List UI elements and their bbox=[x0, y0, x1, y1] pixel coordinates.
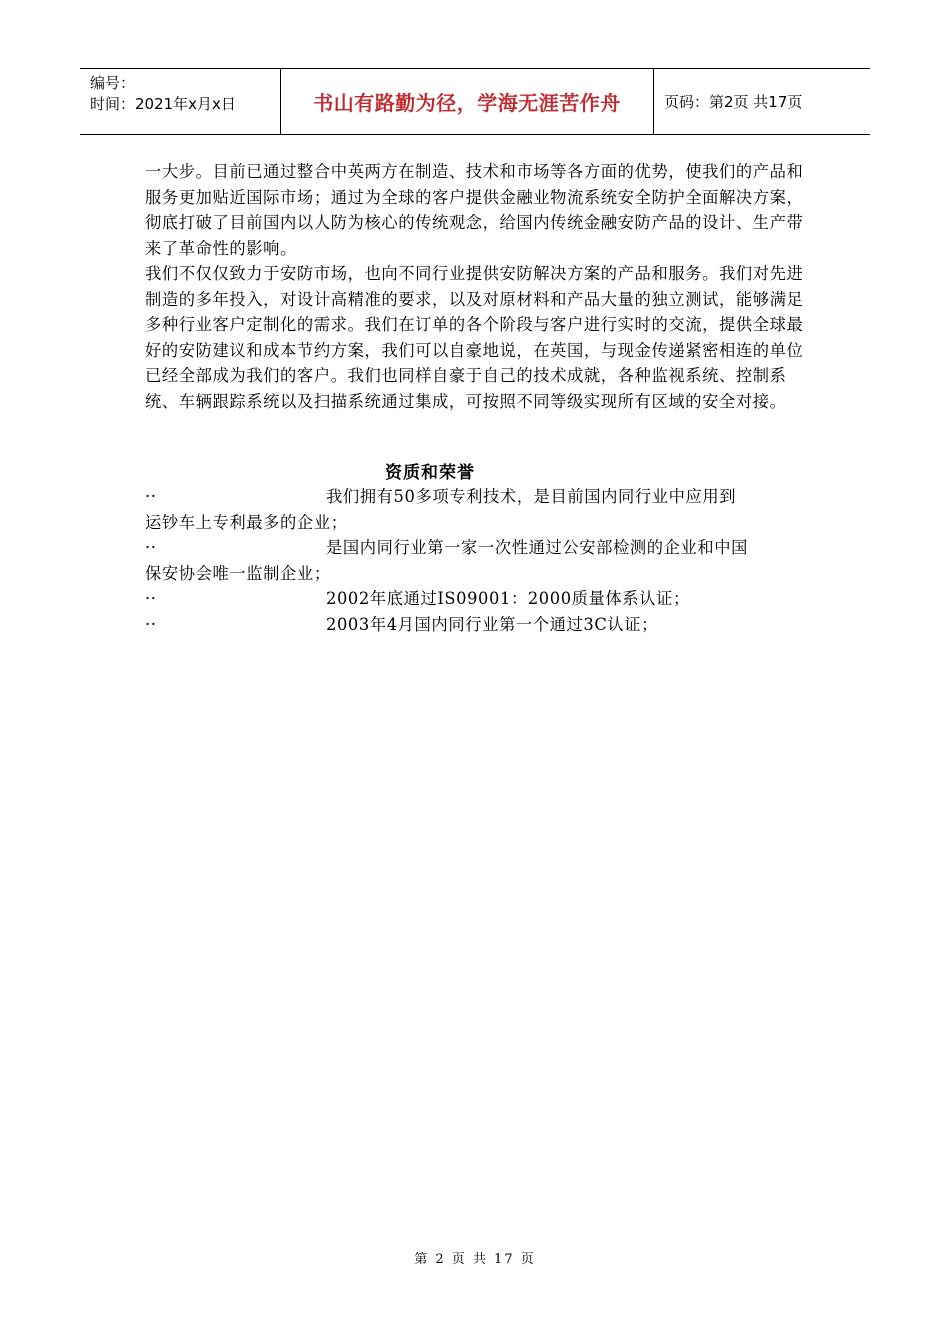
header-meta bbox=[80, 69, 281, 134]
page-footer: 第 2 页 共 17 页 bbox=[414, 1252, 536, 1267]
honor-text-continued: 保安协会唯一监制企业； bbox=[145, 563, 331, 583]
honor-item bbox=[145, 612, 805, 638]
paragraph-1: 一大步。目前已通过整合中英两方在制造、技术和市场等各方面的优势，使我们的产品和服务更加贴近国际市场；通过为全球的客户提供金融业物流系统安全防护全面解决方案，彻底打破了目前国内以人防为核心的传统观念，给国内传统金融安防产品的设计、生产带来了革命性的影响。 bbox=[145, 162, 804, 258]
bullet-dots: ·· bbox=[145, 538, 157, 557]
honor-text: 我们拥有50多项专利技术，是目前国内同行业中应用到 bbox=[326, 487, 737, 506]
serial-label: 编号： bbox=[90, 74, 136, 92]
header-motto: 书山有路勤为径，学海无涯苦作舟 bbox=[281, 69, 654, 134]
section-title: 资质和荣誉 bbox=[385, 463, 475, 483]
bullet-dots: ·· bbox=[145, 589, 157, 608]
honors-list bbox=[145, 484, 805, 637]
bullet-dots: ·· bbox=[145, 614, 157, 634]
honor-text: 是国内同行业第一家一次性通过公安部检测的企业和中国 bbox=[326, 538, 749, 557]
body-text bbox=[145, 159, 805, 414]
time-label: 时间：2021年x月x日 bbox=[90, 95, 236, 113]
honor-item bbox=[145, 586, 805, 612]
honor-text: 2002年底通过IS09001：2000质量体系认证； bbox=[326, 589, 690, 608]
paragraph-2: 我们不仅仅致力于安防市场，也向不同行业提供安防解决方案的产品和服务。我们对先进制造的多年投入，对设计高精准的要求，以及对原材料和产品大量的独立测试，能够满足多种行业客户定制化的需求。我们在订单的各个阶段与客户进行实时的交流，提供全球最好的安防建议和成本节约方案，我们可以自豪地说，在英国，与现金传递紧密相连的单位已经全部成为我们的客户。我们也同样自豪于自己的技术成就，各种监视系统、控制系统、车辆跟踪系统以及扫描系统通过集成，可按照不同等级实现所有区域的安全对接。 bbox=[145, 264, 804, 411]
header-page-info: 页码：第2页 共17页 bbox=[664, 93, 803, 111]
document-header bbox=[80, 68, 870, 135]
bullet-dots: ·· bbox=[145, 487, 157, 506]
honor-item bbox=[145, 484, 805, 535]
honor-item bbox=[145, 535, 805, 586]
honor-text: 2003年4月国内同行业第一个通过3C认证； bbox=[326, 614, 659, 634]
honor-text-continued: 运钞车上专利最多的企业； bbox=[145, 512, 348, 532]
